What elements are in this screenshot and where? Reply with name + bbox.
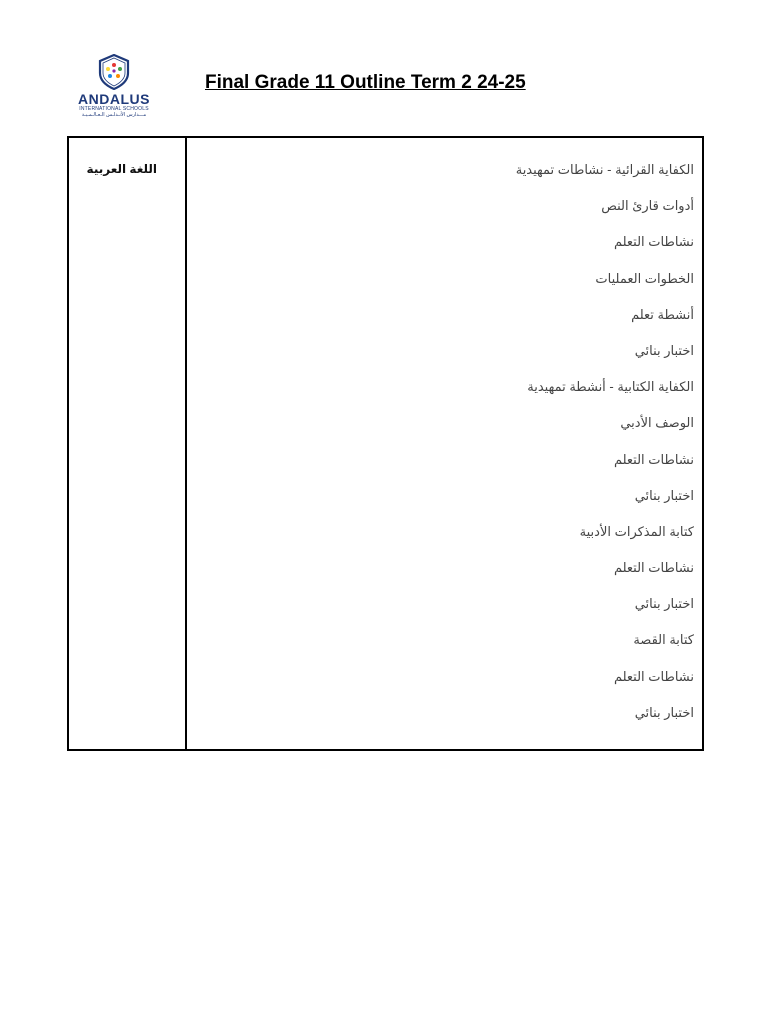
topic-item: الخطوات العمليات xyxy=(595,270,694,286)
topic-item: أنشطة تعلم xyxy=(631,306,694,322)
topic-item: الكفاية القرائية - نشاطات تمهيدية xyxy=(515,162,694,177)
outline-table xyxy=(67,136,704,751)
school-logo xyxy=(78,54,150,126)
logo-arabic: مـــدارس الأنـدلـس الـعـالـمـيـة xyxy=(81,112,147,118)
topic-item: اختبار بنائي xyxy=(634,704,694,720)
logo-name: ANDALUS xyxy=(78,91,150,107)
topics-cell xyxy=(187,138,702,749)
topic-item: الوصف الأدبي xyxy=(620,415,694,431)
topic-item: نشاطات التعلم xyxy=(613,451,694,467)
topic-item: الكفاية الكتابية - أنشطة تمهيدية xyxy=(527,379,694,395)
topic-item: كتابة المذكرات الأدبية xyxy=(579,523,694,539)
topic-item: نشاطات التعلم xyxy=(613,668,694,684)
topic-item: اختبار بنائي xyxy=(634,342,694,358)
school-crest-icon xyxy=(97,54,131,90)
topic-item: اختبار بنائي xyxy=(634,487,694,503)
subject-cell xyxy=(69,138,187,749)
logo-subtitle: INTERNATIONAL SCHOOLS xyxy=(79,106,149,112)
subject-label: اللغة العربية xyxy=(86,162,157,176)
topic-item: اختبار بنائي xyxy=(634,596,694,612)
page-title: Final Grade 11 Outline Term 2 24-25 xyxy=(205,72,526,93)
topic-item: نشاطات التعلم xyxy=(613,234,694,250)
topic-item: أدوات قارئ النص xyxy=(601,198,694,214)
topic-item: كتابة القصة xyxy=(633,632,694,648)
topics-list xyxy=(516,159,694,738)
topic-item: نشاطات التعلم xyxy=(613,560,694,576)
